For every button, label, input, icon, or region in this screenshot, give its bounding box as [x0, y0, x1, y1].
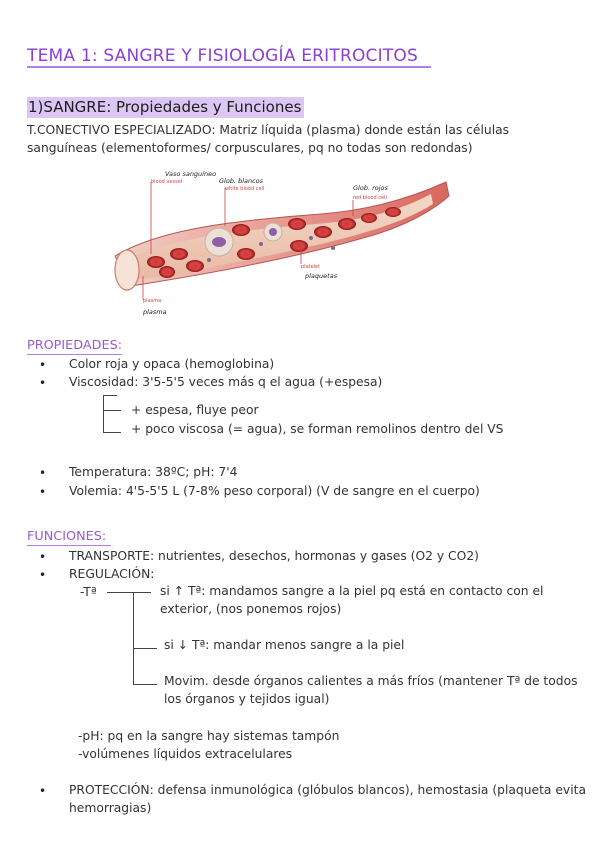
propiedad-color: Color roja y opaca (hemoglobina) — [69, 357, 275, 371]
title-text: TEMA 1: SANGRE Y FISIOLOGÍA ERITROCITOS — [27, 46, 418, 66]
temp-branch-3 — [133, 684, 157, 685]
temp-connector — [107, 592, 151, 593]
propiedades-heading: PROPIEDADES: — [27, 338, 123, 353]
label-plasma-print: plasma — [143, 298, 162, 304]
blood-vessel-illustration — [101, 168, 453, 320]
temp-up-2: exterior, (nos ponemos rojos) — [160, 602, 342, 616]
bracket-arm-2 — [103, 432, 121, 433]
viscosity-bracket — [103, 395, 121, 433]
temp-label: -Tª — [80, 585, 97, 599]
propiedad-temperatura: Temperatura: 38ºC; pH: 7'4 — [69, 465, 238, 479]
funciones-underline — [27, 545, 111, 546]
section-heading: 1)SANGRE: Propiedades y Funciones — [27, 97, 304, 118]
bullet-icon: • — [39, 485, 47, 499]
bullet-icon: • — [39, 466, 47, 480]
funcion-transporte: TRANSPORTE: nutrientes, desechos, hormonas y gases (O2 y CO2) — [69, 549, 479, 563]
funciones-heading: FUNCIONES: — [27, 529, 107, 544]
viscosity-sub-2: + poco viscosa (= agua), se forman remolinos dentro del VS — [131, 422, 504, 436]
temp-branch-2 — [133, 648, 157, 649]
label-white: Glob. blancos — [219, 177, 264, 185]
label-plasma: plasma — [143, 308, 167, 316]
bullet-icon: • — [39, 784, 47, 798]
temp-vertical — [133, 592, 134, 684]
label-platelet-print: platelet — [301, 264, 321, 270]
funcion-proteccion-1: PROTECCIÓN: defensa inmunológica (glóbulos blancos), hemostasia (plaqueta evita — [69, 783, 586, 797]
title-underline — [27, 66, 431, 68]
temp-up-1: si ↑ Tª: mandamos sangre a la piel pq está en contacto con el — [160, 584, 544, 598]
label-vessel-print: blood vessel — [151, 179, 183, 185]
ph-line: -pH: pq en la sangre hay sistemas tampón — [78, 729, 340, 743]
label-platelet: plaquetas — [305, 272, 338, 280]
funcion-proteccion-2: hemorragias) — [69, 801, 152, 815]
bracket-arm-1 — [103, 410, 121, 411]
volumenes-line: -volúmenes líquidos extracelulares — [78, 747, 293, 761]
viscosity-sub-1: + espesa, fluye peor — [131, 403, 259, 417]
bullet-icon: • — [39, 550, 47, 564]
temp-down: si ↓ Tª: mandar menos sangre a la piel — [164, 638, 405, 652]
bullet-icon: • — [39, 568, 47, 582]
propiedades-underline — [27, 354, 122, 355]
label-white-print: white blood cell — [225, 186, 265, 192]
propiedad-viscosidad: Viscosidad: 3'5-5'5 veces más q el agua (+espesa) — [69, 375, 383, 389]
temp-movim-2: los órganos y tejidos igual) — [164, 692, 330, 706]
funcion-regulacion: REGULACIÓN: — [69, 567, 155, 581]
label-red: Glob. rojos — [353, 184, 388, 192]
propiedad-volemia: Volemia: 4'5-5'5 L (7-8% peso corporal) (V de sangre en el cuerpo) — [69, 484, 480, 498]
temp-movim-1: Movim. desde órganos calientes a más fríos (mantener Tª de todos — [164, 674, 578, 688]
label-vessel: Vaso sanguíneo — [165, 170, 217, 178]
bracket-arm-top — [103, 395, 117, 396]
bullet-icon: • — [39, 358, 47, 372]
intro-paragraph: T.CONECTIVO ESPECIALIZADO: Matriz líquida (plasma) donde están las células sanguíneas (elementoformes/ corpusculares, pq no todas son redondas) — [27, 123, 510, 155]
bullet-icon: • — [39, 376, 47, 390]
label-red-print: red blood cell — [353, 195, 387, 201]
